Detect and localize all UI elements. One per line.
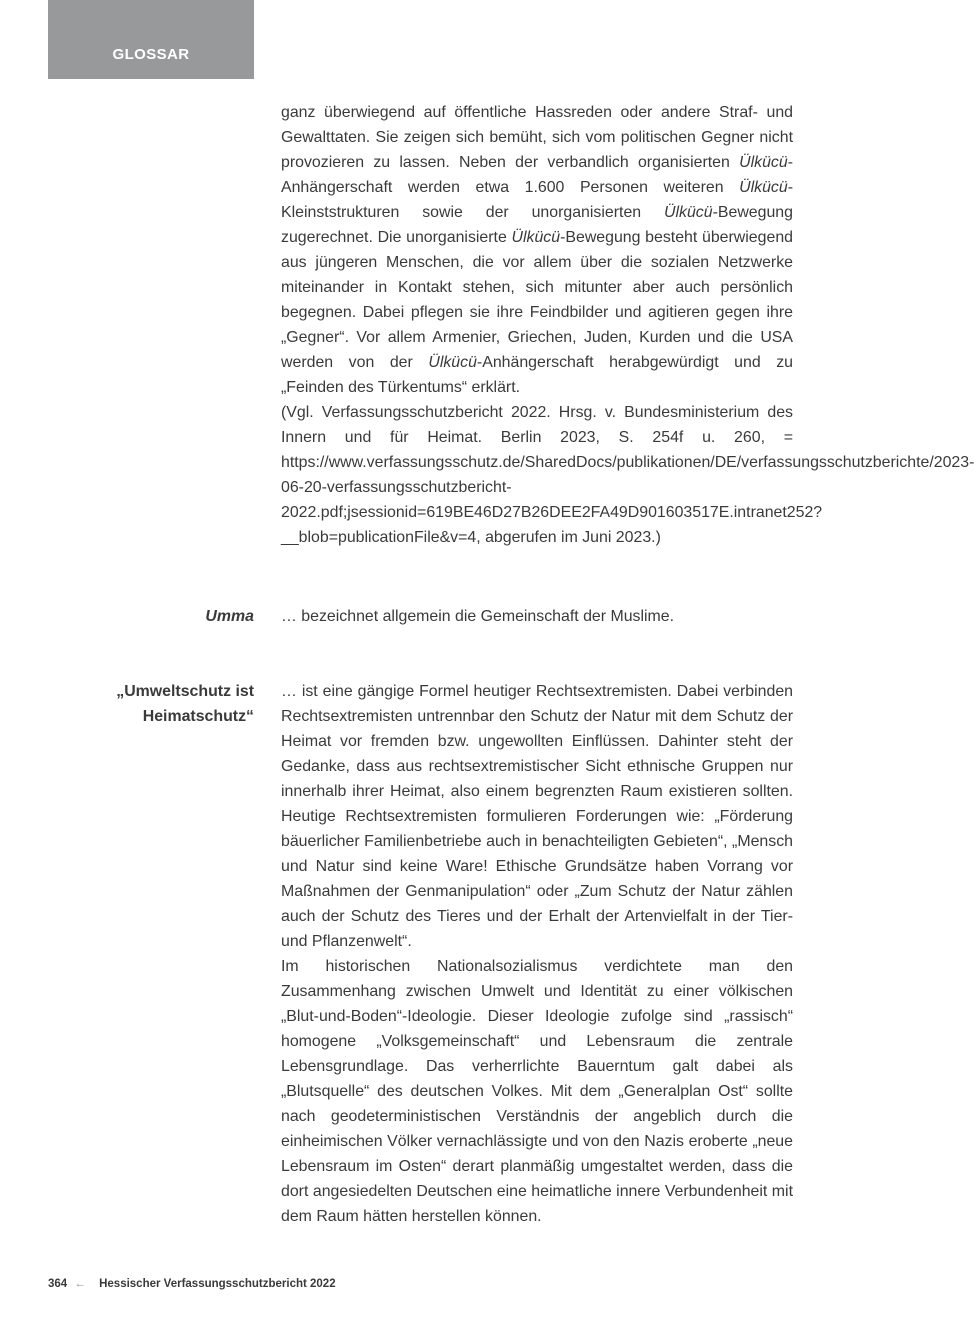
- italic-term: Ülkücü: [511, 229, 561, 246]
- continuation-text: [281, 100, 974, 550]
- page-number: 364: [48, 1278, 68, 1290]
- continuation-paragraph: ganz überwiegend auf öffentliche Hassreden oder andere Straf- und Gewalttaten. Sie zeigen sich bemüht, sich vom politischen Gegner nicht provozieren zu lassen. Neben der verbandlich organisierten Ülkücü-Anhängerschaft werden etwa 1.600 Personen weiteren Ülkücü-Kleinststrukturen sowie der unorganisierten Ülkücü-Bewegung zugerechnet. Die unorganisierte Ülkücü-Bewegung besteht überwiegend aus jüngeren Menschen, die vor allem über die sozialen Netzwerke miteinander in Kontakt stehen, sich mitunter aber auch persönlich begegnen. Dabei pflegen sie ihre Feindbilder und agitieren gegen ihre „Gegner“. Vor allem Armenier, Griechen, Juden, Kurden und die USA werden von der Ülkücü-Anhängerschaft herabgewürdigt und zu „Feinden des Türkentums“ erklärt.: [281, 104, 793, 396]
- italic-term: Ülkücü: [428, 354, 477, 371]
- italic-term: Ülkücü: [664, 204, 713, 221]
- umweltschutz-paragraph-1: … ist eine gängige Formel heutiger Rechtsextremisten. Dabei verbinden Rechtsextremisten untrennbar den Schutz der Natur mit dem Schutz der Heimat vor fremden bzw. ungewollten Einflüssen. Dahinter steht der Gedanke, dass aus rechtsextremistischer Sicht ethnische Gruppen nur innerhalb ihrer Heimat, also einem begrenzten Raum existieren sollten. Heutige Rechtsextremisten formulieren Forderungen wie: „Förderung bäuerlicher Familienbetriebe auch in benachteiligten Gebieten“, „Mensch und Natur sind keine Ware! Ethische Grundsätze haben Vorrang vor Maßnahmen der Genmanipulation“ oder „Zum Schutz der Natur zählen auch der Schutz des Tieres und der Erhalt der Artenvielfalt in der Tier- und Pflanzenwelt“.: [281, 683, 793, 950]
- page-footer: [48, 1278, 336, 1290]
- back-arrow-icon[interactable]: ←: [74, 1278, 86, 1290]
- glossary-definition-umweltschutz: [281, 679, 793, 1229]
- italic-term: Ülkücü: [739, 154, 788, 171]
- report-title: Hessischer Verfassungsschutzbericht 2022: [99, 1278, 336, 1290]
- section-label: GLOSSAR: [112, 46, 190, 63]
- glossary-term-umweltschutz: „Umweltschutz ist Heimatschutz“: [116, 683, 254, 725]
- glossary-definition-umma: [281, 604, 793, 629]
- section-tab-glossar: [48, 0, 254, 79]
- italic-term: Ülkücü: [739, 179, 788, 196]
- umma-definition-text: … bezeichnet allgemein die Gemeinschaft der Muslime.: [281, 608, 675, 625]
- glossary-term-umma: Umma: [205, 608, 254, 625]
- source-citation: (Vgl. Verfassungsschutzbericht 2022. Hrsg. v. Bundesministerium des Innern und für Heimat. Berlin 2023, S. 254f u. 260, = https://www.verfassungsschutz.de/SharedDocs/publikationen/DE/verfassungsschutzberichte/2023-06-20-verfassungsschutzbericht-2022.pdf;jsessionid=619BE46D27B26DEE2FA49D901603517E.intranet252?__blob=publicationFile&v=4, abgerufen im Juni 2023.): [281, 404, 974, 546]
- umweltschutz-paragraph-2: Im historischen Nationalsozialismus verdichtete man den Zusammenhang zwischen Umwelt und Identität zu einer völkischen „Blut-und-Boden“-Ideologie. Dieser Ideologie zufolge sind „rassisch“ homogene „Volksgemeinschaft“ und Lebensraum die zentrale Lebensgrundlage. Das verherrlichte Bauerntum galt dabei als „Blutsquelle“ des deutschen Volkes. Mit dem „Generalplan Ost“ sollte nach geodeterministischen Verständnis der angeblich durch die einheimischen Völker vernachlässigte und von den Nazis eroberte „neue Lebensraum im Osten“ derart planmäßig umgestaltet werden, dass die dort angesiedelten Deutschen eine heimatliche innere Verbundenheit mit dem Raum hätten herstellen können.: [281, 958, 793, 1225]
